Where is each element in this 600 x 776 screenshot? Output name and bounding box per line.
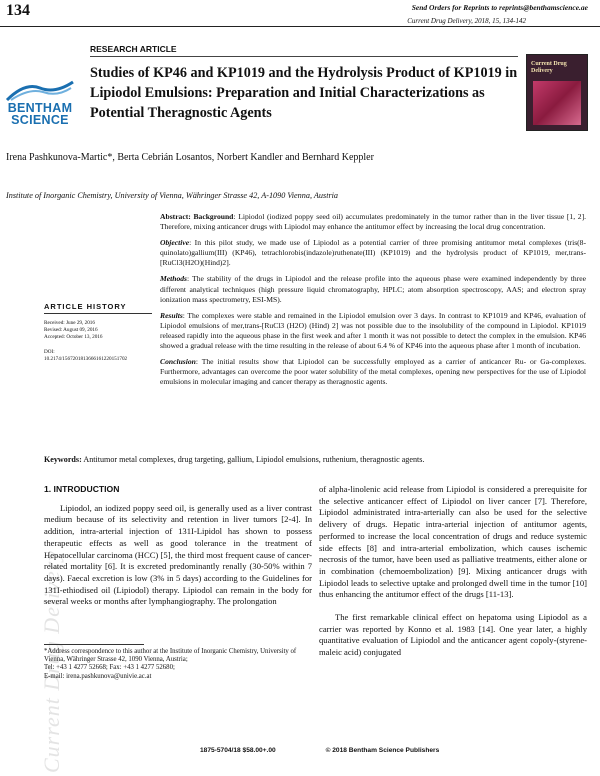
logo-text-line2: SCIENCE bbox=[11, 113, 69, 127]
abstract-objective bbox=[160, 238, 586, 268]
background-text: : Lipiodol (iodized poppy seed oil) accumulates predominately in the tumor rather than in the liver tissue [1, 2]. Therefore, mixing anticancer drugs with Lipiodol may enhance the antitumor effect by increasing the local drug concentration. bbox=[160, 212, 586, 232]
footnote-email[interactable]: E-mail: irena.pashkunova@univie.ac.at bbox=[44, 672, 152, 680]
journal-cover-image bbox=[526, 54, 588, 131]
article-type: RESEARCH ARTICLE bbox=[90, 44, 177, 54]
article-history bbox=[44, 320, 158, 363]
logo-mark-icon bbox=[5, 80, 75, 102]
keywords-label: Keywords: bbox=[44, 455, 82, 464]
left-column bbox=[44, 484, 312, 608]
intro-paragraph-3: The first remarkable clinical effect on hepatoma using Lipiodol as a carrier was reported by Konno et al. 1983 [14]. One year later, a highly quantitative evaluation of Lipiodol and the anticancer agent copoly-(styrene-maleic acid) conjugated bbox=[319, 612, 587, 658]
article-type-rule bbox=[90, 56, 518, 57]
affiliation: Institute of Inorganic Chemistry, University of Vienna, Währinger Strasse 42, A-1090 Vienna, Austria bbox=[6, 191, 339, 200]
results-label: Results bbox=[160, 310, 183, 320]
footnote-phone: Tel: +43 1 4277 52668; Fax: +43 1 4277 52680; bbox=[44, 664, 175, 672]
methods-label: Methods bbox=[160, 274, 188, 284]
page-number: 134 bbox=[6, 2, 30, 19]
footnote-rule bbox=[44, 644, 144, 645]
revised-date: Revised: August 09, 2016 bbox=[44, 327, 98, 334]
accepted-date: Accepted: October 13, 2016 bbox=[44, 334, 103, 341]
article-history-rule bbox=[44, 313, 152, 314]
journal-citation: Current Drug Delivery, 2018, 15, 134-142 bbox=[407, 17, 526, 25]
footnote-address: *Address correspondence to this author at the Institute of Inorganic Chemistry, University of Vienna, Währinger Strasse 42, 1090 Vienna, Austria; bbox=[44, 648, 297, 664]
issn-price: 1875-5704/18 $58.00+.00 bbox=[200, 747, 276, 754]
objective-text: : In this pilot study, we made use of Lipiodol as a potential carrier of three promising antitumor metal complexes (tris(8-quinolato)gallium(III) (KP46), tetrachlorobis(indazole)ruthenate(III) (KP1019) and the hydrolysis product of KP1019, mer,trans-[RuCl3(H2O)(Hind)2]. bbox=[160, 238, 586, 268]
conclusion-text: : The initial results show that Lipiodol can be successfully employed as a carrier of anticancer Ru- or Ga-complexes. Furthermore, advantages can overcome the poor water solubility of the metal complexes, opening new perspectives for the use of Lipiodol emulsions in molecular imaging and cancer therapy as theragnostic agents. bbox=[160, 357, 586, 387]
background-label: Abstract: Background bbox=[160, 212, 234, 221]
received-date: Received: June 29, 2016 bbox=[44, 320, 95, 326]
cover-artwork bbox=[533, 81, 581, 125]
copyright: © 2018 Bentham Science Publishers bbox=[325, 747, 440, 754]
conclusion-label: Conclusion bbox=[160, 357, 196, 367]
publisher-logo bbox=[2, 80, 78, 126]
abstract-results bbox=[160, 311, 586, 351]
logo-text-line1: BENTHAM bbox=[7, 101, 73, 115]
intro-paragraph-2: of alpha-linolenic acid release from Lipiodol is considered a prerequisite for the selective anticancer effect of Lipiodol on liver cancer [7]. Therefore, Lipiodol administrated intra-arterially can also be used for the selective delivery of drugs. Hepatic intra-arterial injection of antitumor agents, performed to increase the local concentration of drugs and reduce systemic side effects [8] and intra-arterial embolization, which causes ischemic necrosis of the tumor, have been used as palliative treatments, either alone or in combination (chemoembolization) [9]. Mixing anticancer drugs with Lipiodol leads to selective uptake and prolonged dwell time in the tumor [10] thus enhancing the antitumor effect of the drugs [11-13]. bbox=[319, 484, 587, 600]
abstract-conclusion bbox=[160, 357, 586, 387]
right-column bbox=[319, 484, 587, 659]
author-list: Irena Pashkunova-Martic*, Berta Cebrián Losantos, Norbert Kandler and Bernhard Keppler bbox=[6, 152, 374, 163]
section-heading-introduction: 1. INTRODUCTION bbox=[44, 484, 120, 494]
intro-paragraph-1: Lipiodol, an iodized poppy seed oil, is generally used as a liver contrast medium because of its selectivity and retention in liver tumors [2-4]. In addition, intra-arterial injection of 131I-Lipidol has shown to possess therapeutic effects as well as good tolerance in the treatment of Hepatocellular carcinoma (HCC) [5], the third most frequent cause of cancer-related mortality [6]. It is excreted predominantly renally (30-50% within 7 days). Faecal excretion is low (3% in 5 days) according to the Guidelines for 131I-ethiodised oil (Lipiodol) therapy. Lipiodol can remain in the body for several weeks or months after lymphangiography. The prolongation bbox=[44, 502, 312, 607]
keywords bbox=[44, 455, 586, 464]
methods-text: : The stability of the drugs in Lipiodol and the release profile into the aqueous phase were examined independently by three different analytical techniques (high pressure liquid chromatography, HPLC; atom absorption spectroscopy, AAS; and electron spray ionization mass spectrometry, ESI-MS). bbox=[160, 274, 586, 304]
page-footer bbox=[200, 747, 487, 754]
abstract bbox=[160, 212, 586, 393]
objective-label: Objective bbox=[160, 238, 190, 248]
sidebar-watermark: Current Drug Delivery bbox=[39, 549, 64, 773]
correspondence-footnote bbox=[44, 648, 310, 681]
reprints-notice: Send Orders for Reprints to reprints@benthamscience.ae bbox=[411, 3, 588, 12]
abstract-methods bbox=[160, 274, 586, 304]
article-history-heading: ARTICLE HISTORY bbox=[44, 302, 127, 311]
cover-title: Current Drug Delivery bbox=[531, 61, 567, 74]
header-rule bbox=[0, 26, 600, 27]
abstract-background bbox=[160, 212, 586, 232]
article-title: Studies of KP46 and KP1019 and the Hydrolysis Product of KP1019 in Lipiodol Emulsions: Preparation and Initial Characterizations as Potential Theragnostic Agents bbox=[90, 65, 518, 121]
keywords-text: Antitumor metal complexes, drug targeting, gallium, Lipiodol emulsions, ruthenium, theragnostic agents. bbox=[83, 455, 425, 464]
results-text: : The complexes were stable and remained in the Lipiodol emulsion over 3 days. In contrast to KP1019 and KP46, evaluation of Lipiodol emulsions of mer,trans-[RuCl3 (H2O) (Hind) 2] was not possible due to the insolubility of the compound in Lipiodol. KP1019 released rapidly into the aqueous phase in the first week and after 1 month it was not possible to detect the complex in the emulsion. KP46 showed a gradual release with the time resulting in the release of about 6.4 % of KP46 into the aqueous phase after 1 month of incubation. bbox=[160, 310, 586, 351]
doi-label: DOI: bbox=[44, 348, 55, 355]
doi-link[interactable]: 10.2174/1567201813666161220151702 bbox=[44, 355, 128, 362]
